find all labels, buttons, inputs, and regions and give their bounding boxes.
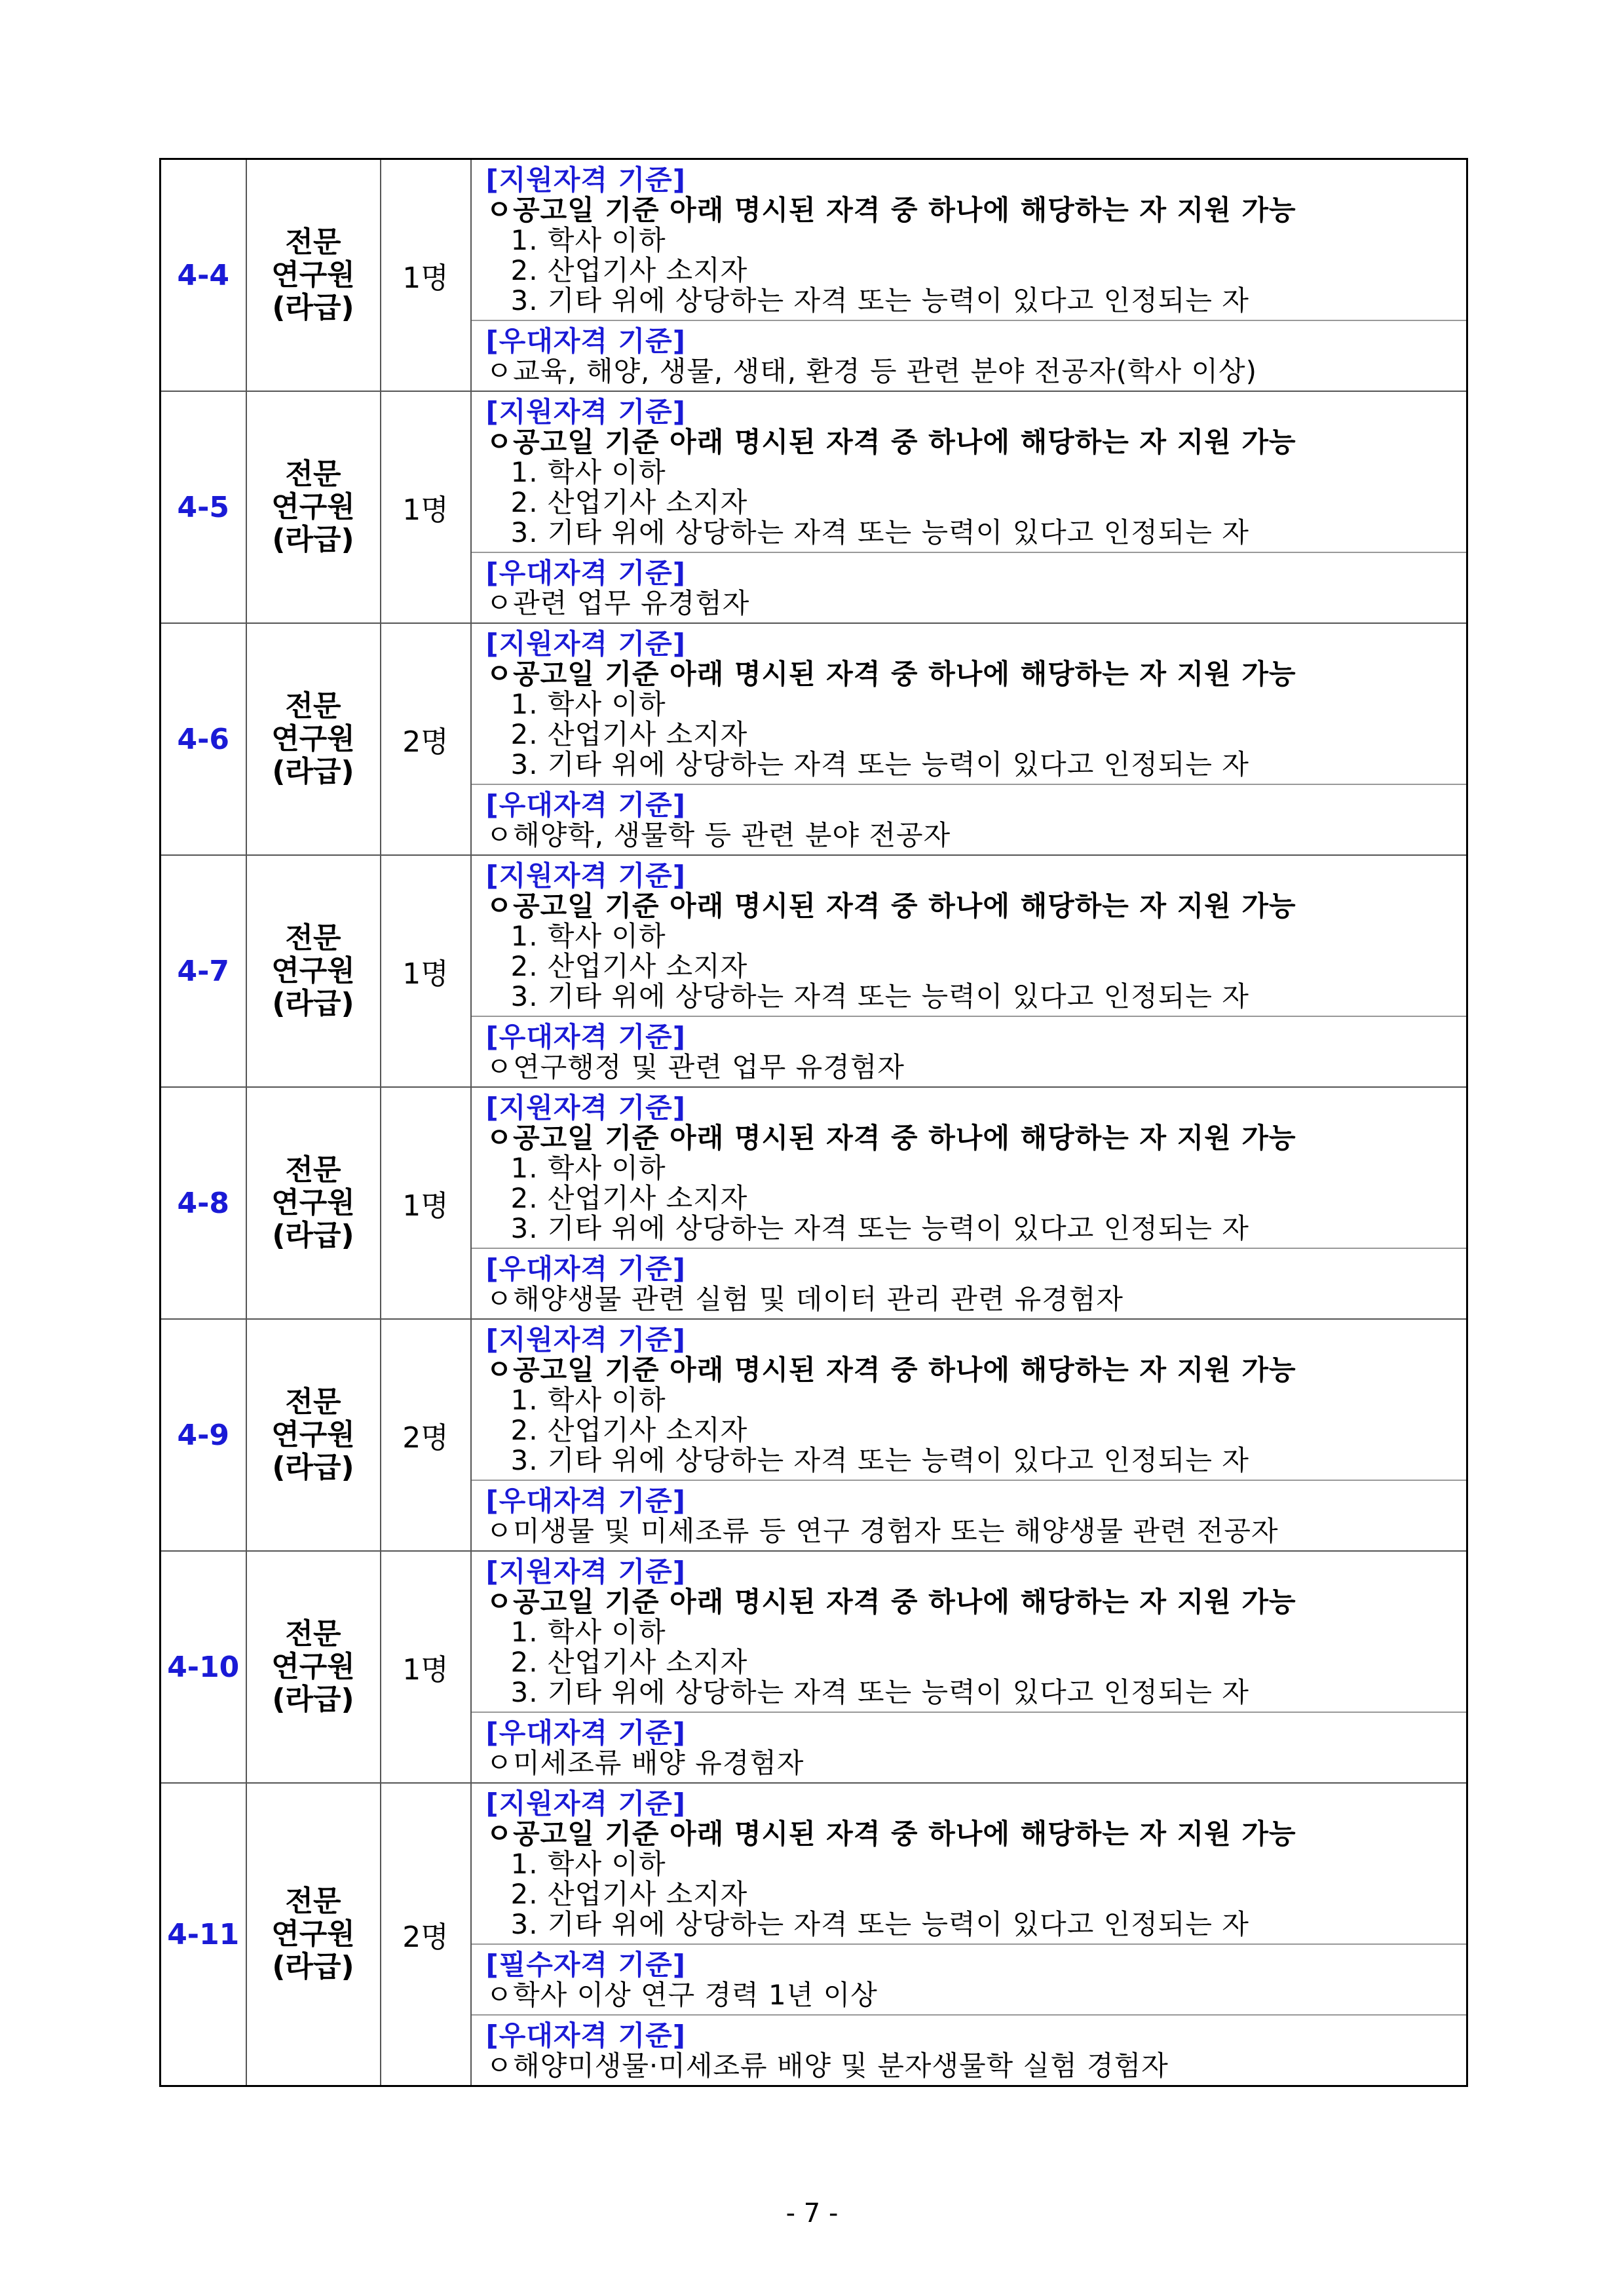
criteria-heading: [지원자격 기준] xyxy=(485,628,686,660)
criteria-heading: [지원자격 기준] xyxy=(485,1788,686,1820)
criteria-section xyxy=(472,856,1467,1016)
headcount-cell xyxy=(381,1551,471,1783)
criteria-section xyxy=(472,320,1467,391)
criteria-section xyxy=(472,1248,1467,1318)
headcount-cell xyxy=(381,391,471,623)
headcount: 1명 xyxy=(402,261,449,295)
grade-line: 전문 xyxy=(285,921,341,955)
position-code-cell xyxy=(161,1319,246,1551)
criteria-headline: ㅇ공고일 기준 아래 명시된 자격 중 하나에 해당하는 자 지원 가능 xyxy=(485,1818,1296,1850)
position-code: 4-11 xyxy=(167,1917,240,1951)
criteria-item: 1. 학사 이하 xyxy=(510,920,666,952)
criteria-bullet: ㅇ해양학, 생물학 등 관련 분야 전공자 xyxy=(485,819,951,851)
position-code-cell xyxy=(161,1783,246,2086)
grade-cell xyxy=(246,623,381,855)
criteria-section xyxy=(472,1943,1467,2014)
grade-line: (라급) xyxy=(272,987,354,1020)
criteria-headline: ㅇ공고일 기준 아래 명시된 자격 중 하나에 해당하는 자 지원 가능 xyxy=(485,194,1296,226)
table-row xyxy=(161,623,1467,855)
table-row xyxy=(161,1551,1467,1783)
criteria-headline: ㅇ공고일 기준 아래 명시된 자격 중 하나에 해당하는 자 지원 가능 xyxy=(485,658,1296,690)
headcount-cell xyxy=(381,1783,471,2086)
criteria-item: 1. 학사 이하 xyxy=(510,688,666,720)
grade-line: 전문 xyxy=(285,1385,341,1419)
headcount-cell xyxy=(381,855,471,1087)
criteria-bullet: ㅇ학사 이상 연구 경력 1년 이상 xyxy=(485,1979,878,2011)
criteria-item: 3. 기타 위에 상당하는 자격 또는 능력이 있다고 인정되는 자 xyxy=(510,980,1249,1012)
criteria-headline: ㅇ공고일 기준 아래 명시된 자격 중 하나에 해당하는 자 지원 가능 xyxy=(485,1122,1296,1154)
criteria-item: 2. 산업기사 소지자 xyxy=(510,486,748,518)
criteria-item: 3. 기타 위에 상당하는 자격 또는 능력이 있다고 인정되는 자 xyxy=(510,748,1249,780)
table-row xyxy=(161,1087,1467,1319)
headcount: 2명 xyxy=(402,725,449,759)
grade-line: 연구원 xyxy=(271,1418,355,1451)
grade-cell xyxy=(246,1319,381,1551)
criteria-cell xyxy=(471,1783,1467,2086)
grade-line: 전문 xyxy=(285,225,341,259)
table-row xyxy=(161,159,1467,392)
grade-line: (라급) xyxy=(272,755,354,788)
criteria-section xyxy=(472,1088,1467,1248)
criteria-section xyxy=(472,392,1467,552)
grade-line: 연구원 xyxy=(271,490,355,524)
criteria-section xyxy=(472,784,1467,854)
headcount: 1명 xyxy=(402,1189,449,1223)
grade-line: 연구원 xyxy=(271,1186,355,1219)
page-number: - 7 - xyxy=(785,2198,839,2229)
criteria-heading: [우대자격 기준] xyxy=(485,789,686,821)
grade-line: 전문 xyxy=(285,1885,341,1918)
position-code: 4-8 xyxy=(177,1186,229,1220)
criteria-cell xyxy=(471,159,1467,392)
criteria-cell xyxy=(471,1319,1467,1551)
criteria-item: 2. 산업기사 소지자 xyxy=(510,950,748,982)
criteria-cell xyxy=(471,623,1467,855)
recruitment-table-body xyxy=(161,159,1467,2086)
headcount: 1명 xyxy=(402,1653,449,1687)
criteria-bullet: ㅇ해양미생물·미세조류 배양 및 분자생물학 실험 경험자 xyxy=(485,2050,1169,2082)
headcount-cell xyxy=(381,623,471,855)
criteria-bullet: ㅇ관련 업무 유경험자 xyxy=(485,587,750,619)
criteria-section xyxy=(472,1480,1467,1550)
criteria-item: 2. 산업기사 소지자 xyxy=(510,1414,748,1446)
grade-line: 연구원 xyxy=(271,954,355,987)
grade-cell xyxy=(246,159,381,392)
grade-line: 연구원 xyxy=(271,1650,355,1683)
criteria-section xyxy=(472,2014,1467,2085)
position-code-cell xyxy=(161,1087,246,1319)
criteria-heading: [지원자격 기준] xyxy=(485,1092,686,1124)
criteria-section xyxy=(472,1552,1467,1712)
criteria-headline: ㅇ공고일 기준 아래 명시된 자격 중 하나에 해당하는 자 지원 가능 xyxy=(485,890,1296,922)
criteria-heading: [지원자격 기준] xyxy=(485,396,686,428)
criteria-heading: [우대자격 기준] xyxy=(485,1021,686,1053)
criteria-heading: [우대자격 기준] xyxy=(485,1485,686,1517)
recruitment-table xyxy=(159,158,1468,2087)
headcount-cell xyxy=(381,159,471,392)
criteria-item: 2. 산업기사 소지자 xyxy=(510,1646,748,1678)
criteria-section xyxy=(472,1712,1467,1782)
criteria-item: 2. 산업기사 소지자 xyxy=(510,718,748,750)
grade-line: 연구원 xyxy=(271,722,355,756)
criteria-item: 3. 기타 위에 상당하는 자격 또는 능력이 있다고 인정되는 자 xyxy=(510,1444,1249,1476)
grade-cell xyxy=(246,391,381,623)
grade-line: (라급) xyxy=(272,1950,354,1983)
criteria-headline: ㅇ공고일 기준 아래 명시된 자격 중 하나에 해당하는 자 지원 가능 xyxy=(485,1354,1296,1386)
grade-cell xyxy=(246,1783,381,2086)
grade-line: (라급) xyxy=(272,291,354,324)
grade-line: 연구원 xyxy=(271,258,355,292)
criteria-section xyxy=(472,1016,1467,1086)
position-code: 4-9 xyxy=(177,1418,229,1452)
headcount: 1명 xyxy=(402,957,449,991)
criteria-headline: ㅇ공고일 기준 아래 명시된 자격 중 하나에 해당하는 자 지원 가능 xyxy=(485,426,1296,458)
criteria-section xyxy=(472,1784,1467,1943)
criteria-section xyxy=(472,160,1467,320)
position-code-cell xyxy=(161,1551,246,1783)
criteria-heading: [필수자격 기준] xyxy=(485,1949,686,1981)
grade-line: (라급) xyxy=(272,1451,354,1484)
headcount-cell xyxy=(381,1319,471,1551)
criteria-bullet: ㅇ미세조류 배양 유경험자 xyxy=(485,1747,804,1779)
table-row xyxy=(161,1319,1467,1551)
grade-line: (라급) xyxy=(272,1219,354,1252)
headcount-cell xyxy=(381,1087,471,1319)
criteria-heading: [우대자격 기준] xyxy=(485,1717,686,1749)
grade-line: 연구원 xyxy=(271,1917,355,1951)
table-row xyxy=(161,1783,1467,2086)
criteria-cell xyxy=(471,1551,1467,1783)
headcount: 1명 xyxy=(402,493,449,527)
position-code-cell xyxy=(161,391,246,623)
criteria-section xyxy=(472,1320,1467,1480)
criteria-heading: [지원자격 기준] xyxy=(485,164,686,196)
grade-cell xyxy=(246,855,381,1087)
criteria-bullet: ㅇ교육, 해양, 생물, 생태, 환경 등 관련 분야 전공자(학사 이상) xyxy=(485,355,1257,387)
grade-cell xyxy=(246,1551,381,1783)
criteria-item: 1. 학사 이하 xyxy=(510,456,666,488)
criteria-item: 1. 학사 이하 xyxy=(510,1384,666,1416)
criteria-cell xyxy=(471,855,1467,1087)
grade-line: 전문 xyxy=(285,689,341,723)
position-code: 4-7 xyxy=(177,954,229,988)
position-code-cell xyxy=(161,855,246,1087)
grade-line: 전문 xyxy=(285,1153,341,1187)
criteria-heading: [지원자격 기준] xyxy=(485,860,686,892)
criteria-bullet: ㅇ미생물 및 미세조류 등 연구 경험자 또는 해양생물 관련 전공자 xyxy=(485,1515,1279,1547)
position-code: 4-10 xyxy=(167,1650,240,1684)
criteria-item: 3. 기타 위에 상당하는 자격 또는 능력이 있다고 인정되는 자 xyxy=(510,516,1249,548)
position-code-cell xyxy=(161,159,246,392)
criteria-item: 2. 산업기사 소지자 xyxy=(510,254,748,286)
table-row xyxy=(161,855,1467,1087)
criteria-cell xyxy=(471,391,1467,623)
criteria-heading: [우대자격 기준] xyxy=(485,325,686,357)
position-code: 4-6 xyxy=(177,722,229,756)
criteria-section xyxy=(472,552,1467,622)
criteria-item: 3. 기타 위에 상당하는 자격 또는 능력이 있다고 인정되는 자 xyxy=(510,1676,1249,1708)
criteria-item: 3. 기타 위에 상당하는 자격 또는 능력이 있다고 인정되는 자 xyxy=(510,1212,1249,1244)
criteria-heading: [우대자격 기준] xyxy=(485,1253,686,1285)
criteria-item: 2. 산업기사 소지자 xyxy=(510,1878,748,1910)
criteria-item: 2. 산업기사 소지자 xyxy=(510,1182,748,1214)
criteria-item: 1. 학사 이하 xyxy=(510,1848,666,1880)
criteria-heading: [지원자격 기준] xyxy=(485,1324,686,1356)
criteria-headline: ㅇ공고일 기준 아래 명시된 자격 중 하나에 해당하는 자 지원 가능 xyxy=(485,1586,1296,1618)
grade-line: 전문 xyxy=(285,457,341,491)
criteria-bullet: ㅇ연구행정 및 관련 업무 유경험자 xyxy=(485,1051,905,1083)
table-row xyxy=(161,391,1467,623)
headcount: 2명 xyxy=(402,1421,449,1455)
grade-cell xyxy=(246,1087,381,1319)
headcount: 2명 xyxy=(402,1921,449,1954)
grade-line: 전문 xyxy=(285,1617,341,1651)
criteria-bullet: ㅇ해양생물 관련 실험 및 데이터 관리 관련 유경험자 xyxy=(485,1283,1124,1315)
criteria-item: 1. 학사 이하 xyxy=(510,1616,666,1648)
criteria-heading: [우대자격 기준] xyxy=(485,2019,686,2052)
criteria-heading: [우대자격 기준] xyxy=(485,557,686,589)
criteria-heading: [지원자격 기준] xyxy=(485,1556,686,1588)
grade-line: (라급) xyxy=(272,523,354,556)
criteria-cell xyxy=(471,1087,1467,1319)
criteria-item: 3. 기타 위에 상당하는 자격 또는 능력이 있다고 인정되는 자 xyxy=(510,284,1249,316)
criteria-item: 1. 학사 이하 xyxy=(510,224,666,256)
position-code: 4-5 xyxy=(177,490,229,524)
criteria-item: 1. 학사 이하 xyxy=(510,1152,666,1184)
criteria-section xyxy=(472,624,1467,784)
position-code-cell xyxy=(161,623,246,855)
grade-line: (라급) xyxy=(272,1683,354,1716)
position-code: 4-4 xyxy=(177,258,229,292)
criteria-item: 3. 기타 위에 상당하는 자격 또는 능력이 있다고 인정되는 자 xyxy=(510,1908,1249,1940)
